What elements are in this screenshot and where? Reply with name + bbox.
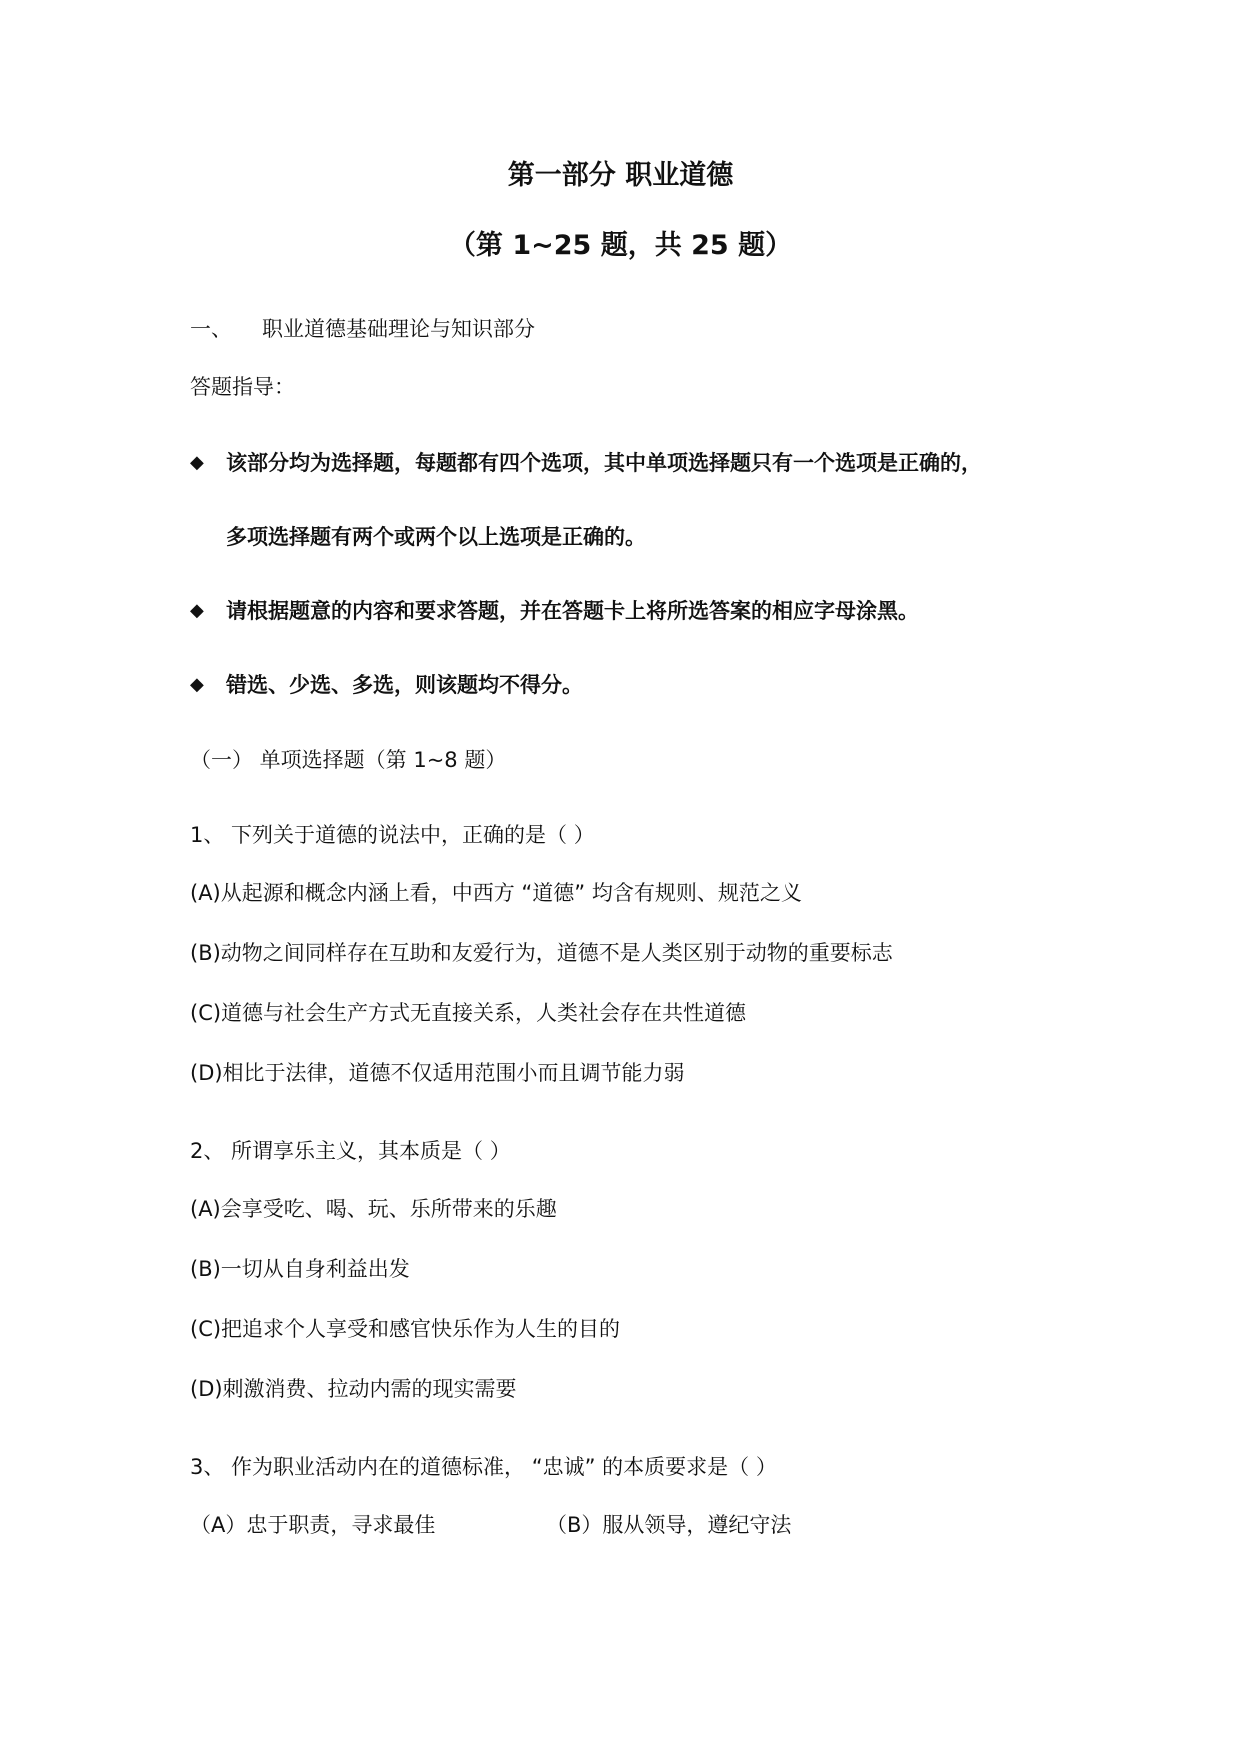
instruction-2: 请根据题意的内容和要求答题，并在答题卡上将所选答案的相应字母涂黑。 — [226, 599, 919, 623]
question-2-option-d: (D)刺激消费、拉动内需的现实需要 — [190, 1377, 517, 1401]
question-1-option-b: (B)动物之间同样存在互助和友爱行为，道德不是人类区别于动物的重要标志 — [190, 941, 893, 965]
diamond-bullet-icon: ◆ — [190, 674, 204, 695]
question-1-stem: 1、 下列关于道德的说法中，正确的是（ ） — [190, 823, 595, 847]
question-3-option-a: （A）忠于职责，寻求最佳 — [190, 1513, 436, 1537]
question-1-option-c: (C)道德与社会生产方式无直接关系，人类社会存在共性道德 — [190, 1001, 747, 1025]
question-1-option-d: (D)相比于法律，道德不仅适用范围小而且调节能力弱 — [190, 1061, 685, 1085]
instruction-1-line-1: 该部分均为选择题，每题都有四个选项，其中单项选择题只有一个选项是正确的， — [226, 451, 982, 475]
diamond-bullet-icon: ◆ — [190, 600, 204, 621]
diamond-bullet-icon: ◆ — [190, 452, 204, 473]
part-heading: （一） 单项选择题（第 1~8 题） — [190, 748, 507, 772]
question-2-stem: 2、 所谓享乐主义，其本质是（ ） — [190, 1139, 511, 1163]
question-1-option-a: (A)从起源和概念内涵上看，中西方 “道德” 均含有规则、规范之义 — [190, 881, 802, 905]
question-3-stem: 3、 作为职业活动内在的道德标准， “忠诚” 的本质要求是（ ） — [190, 1455, 777, 1479]
question-3-options-row — [190, 1510, 792, 1540]
section-title: 职业道德基础理论与知识部分 — [262, 317, 535, 341]
section-number: 一、 — [190, 317, 232, 341]
instruction-1-line-2: 多项选择题有两个或两个以上选项是正确的。 — [226, 525, 646, 549]
page-subtitle: （第 1~25 题，共 25 题） — [448, 230, 793, 261]
guide-label: 答题指导： — [190, 375, 295, 399]
question-2-option-c: (C)把追求个人享受和感官快乐作为人生的目的 — [190, 1317, 621, 1341]
instruction-3: 错选、少选、多选，则该题均不得分。 — [226, 673, 583, 697]
section-heading — [190, 314, 535, 344]
page-title: 第一部分 职业道德 — [507, 160, 734, 191]
question-2-option-b: (B)一切从自身利益出发 — [190, 1257, 410, 1281]
question-3-option-b: （B）服从领导，遵纪守法 — [546, 1513, 792, 1537]
question-2-option-a: (A)会享受吃、喝、玩、乐所带来的乐趣 — [190, 1197, 557, 1221]
